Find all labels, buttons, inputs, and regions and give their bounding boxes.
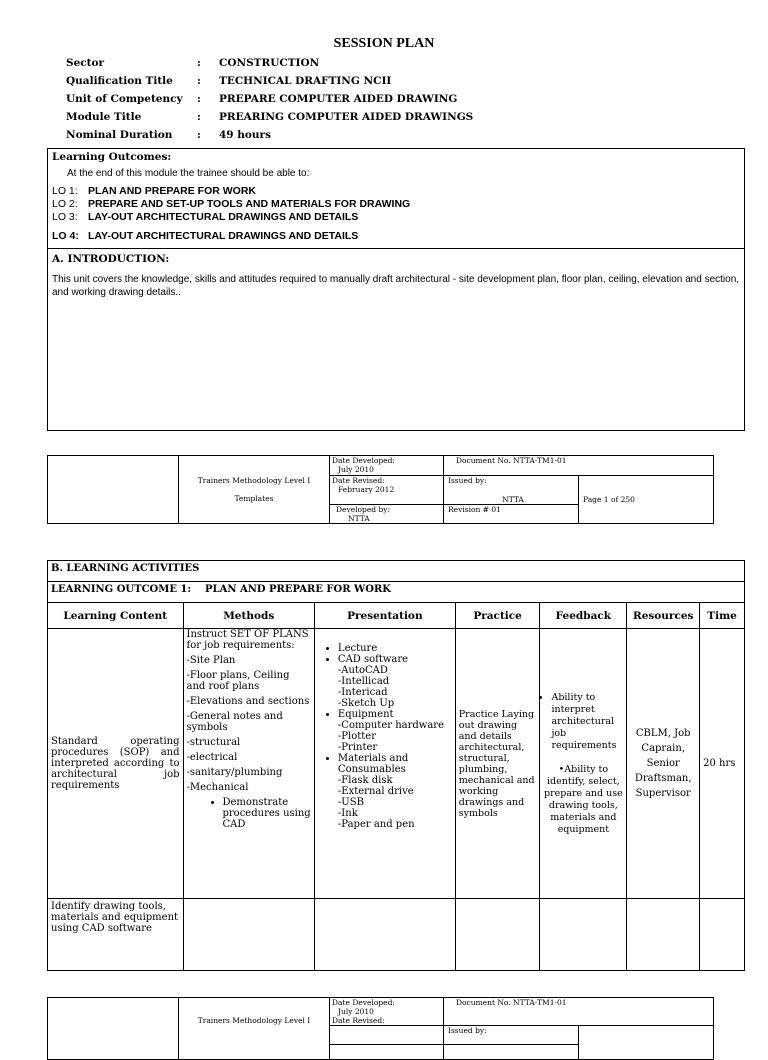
lo-item: LO 4: LAY-OUT ARCHITECTURAL DRAWINGS AND DETAILS <box>52 230 359 242</box>
presentation-subitem: -Flask disk <box>337 775 393 786</box>
learning-activities-table <box>47 560 745 971</box>
col-learning-content: Learning Content <box>48 603 184 629</box>
presentation-item: • CAD software -AutoCAD -Intellicad -Intericad -Sketch Up <box>338 654 452 709</box>
presentation-subitem: -USB <box>337 797 364 808</box>
document-footer <box>47 455 714 524</box>
time-cell: 20 hrs <box>700 629 745 899</box>
col-feedback: Feedback <box>540 603 627 629</box>
col-resources: Resources <box>627 603 700 629</box>
empty-cell <box>183 899 314 971</box>
document-footer-repeat <box>47 997 714 1060</box>
method-bullet: • Demonstrate procedures using CAD <box>223 797 311 830</box>
date-revised-label: Date Revised: <box>332 476 385 485</box>
methods-cell <box>183 629 314 899</box>
page-title: SESSION PLAN <box>333 36 435 51</box>
meta-value: 49 hours <box>219 129 271 141</box>
method-item: -Elevations and sections <box>186 696 310 707</box>
meta-colon: : <box>197 75 201 87</box>
introduction-heading: A. INTRODUCTION: <box>52 253 170 265</box>
col-practice: Practice <box>455 603 540 629</box>
col-time: Time <box>700 603 745 629</box>
presentation-item: • Equipment -Computer hardware -Plotter -Printer <box>338 709 452 753</box>
meta-row <box>66 57 516 73</box>
resources-cell: CBLM, Job Caprain, Senior Draftsman, Supervisor <box>627 629 700 899</box>
date-revised: February 2012 <box>338 485 395 494</box>
developed-by: NTTA <box>348 514 370 523</box>
feedback-item: •Ability to identify, select, prepare and use drawing tools, materials and equipment <box>544 763 623 835</box>
meta-value: PREPARE COMPUTER AIDED DRAWING <box>219 93 458 105</box>
empty-cell <box>627 899 700 971</box>
meta-key: Sector <box>66 57 105 69</box>
learning-activities-heading: B. LEARNING ACTIVITIES <box>48 561 745 582</box>
presentation-subitem: -Sketch Up <box>337 698 395 709</box>
meta-key: Qualification Title <box>66 75 173 87</box>
presentation-subitem: -AutoCAD <box>337 665 388 676</box>
lo-item: LO 2: PREPARE AND SET-UP TOOLS AND MATERIALS FOR DRAWING <box>52 198 411 210</box>
feedback-item: • Ability to interpret architectural job requirements <box>551 692 623 752</box>
footer-subtitle: Templates <box>234 494 274 503</box>
lo-item: LO 1: PLAN AND PREPARE FOR WORK <box>52 185 256 197</box>
issued-by: NTTA <box>502 495 524 504</box>
method-item: -Site Plan <box>186 655 236 666</box>
presentation-subitem: -Plotter <box>337 731 376 742</box>
page-number: Page 1 of 250 <box>583 495 635 504</box>
empty-cell <box>540 899 627 971</box>
footer-title: Trainers Methodology Level I <box>197 476 311 485</box>
empty-cell <box>314 899 455 971</box>
method-item: -General notes and symbols <box>186 711 283 733</box>
presentation-subitem: -Paper and pen <box>337 819 415 830</box>
revision-number: Revision # 01 <box>448 505 501 514</box>
issued-by-label: Issued by: <box>448 1026 487 1035</box>
presentation-subitem: -Computer hardware <box>337 720 444 731</box>
learning-content-cell: Identify drawing tools, materials and equipment using CAD software <box>48 899 184 971</box>
method-item: Instruct SET OF PLANS for job requirements: <box>186 629 309 651</box>
meta-key: Unit of Competency <box>66 93 183 105</box>
meta-key: Nominal Duration <box>66 129 173 141</box>
developed-by-label: Developed by: <box>336 505 391 514</box>
learning-outcomes-heading: Learning Outcomes: <box>52 151 172 163</box>
method-item: -Mechanical <box>186 782 249 793</box>
feedback-cell <box>540 629 627 899</box>
document-meta <box>66 57 516 147</box>
method-item: -electrical <box>186 752 238 763</box>
meta-colon: : <box>197 129 201 141</box>
lo-item: LO 3: LAY-OUT ARCHITECTURAL DRAWINGS AND DETAILS <box>52 211 359 223</box>
meta-row <box>66 93 516 109</box>
presentation-subitem: -Intellicad <box>337 676 390 687</box>
learning-outcomes-box <box>47 148 745 249</box>
footer-title: Trainers Methodology Level I <box>197 1016 311 1025</box>
meta-colon: : <box>197 57 201 69</box>
col-methods: Methods <box>183 603 314 629</box>
method-item: -Floor plans, Ceiling and roof plans <box>186 670 290 692</box>
date-developed: July 2010 <box>338 465 374 474</box>
meta-colon: : <box>197 111 201 123</box>
meta-row <box>66 129 516 145</box>
meta-row <box>66 75 516 91</box>
meta-key: Module Title <box>66 111 142 123</box>
presentation-subitem: -Printer <box>337 742 378 753</box>
meta-row <box>66 111 516 127</box>
presentation-item: • Lecture <box>338 643 452 654</box>
document-number: Document No. NTTA-TM1-01 <box>456 998 567 1007</box>
meta-colon: : <box>197 93 201 105</box>
empty-cell <box>700 899 745 971</box>
col-presentation: Presentation <box>314 603 455 629</box>
learning-content-cell: Standard operating procedures (SOP) and interpreted according to architectural job requirements <box>48 629 184 899</box>
method-item: -structural <box>186 737 241 748</box>
meta-value: TECHNICAL DRAFTING NCII <box>219 75 392 87</box>
presentation-item: • Materials and Consumables -Flask disk -External drive -USB -Ink -Paper and pen <box>338 753 452 830</box>
practice-cell: Practice Laying out drawing and details architectural, structural, plumbing, mechanical and working drawings and symbols <box>455 629 540 899</box>
date-revised-label: Date Revised: <box>332 1016 385 1025</box>
empty-cell <box>455 899 540 971</box>
presentation-subitem: -Intericad <box>337 687 388 698</box>
introduction-box <box>47 248 745 431</box>
issued-by-label: Issued by: <box>448 476 487 485</box>
learning-outcomes-intro: At the end of this module the trainee should be able to: <box>67 168 310 179</box>
presentation-subitem: -Ink <box>337 808 358 819</box>
date-developed-label: Date Developed: <box>332 998 395 1007</box>
method-item: -sanitary/plumbing <box>186 767 283 778</box>
date-developed-label: Date Developed: <box>332 456 395 465</box>
meta-value: PREARING COMPUTER AIDED DRAWINGS <box>219 111 474 123</box>
date-developed: July 2010 <box>338 1007 374 1016</box>
document-number: Document No. NTTA-TM1-01 <box>456 456 567 465</box>
introduction-text: This unit covers the knowledge, skills and attitudes required to manually draft architectural - site development plan, floor plan, ceiling, elevation and section, and working drawing details.. <box>52 274 740 298</box>
meta-value: CONSTRUCTION <box>219 57 320 69</box>
learning-outcome-row: LEARNING OUTCOME 1: PLAN AND PREPARE FOR WORK <box>48 582 745 603</box>
presentation-cell <box>314 629 455 899</box>
presentation-subitem: -External drive <box>337 786 414 797</box>
